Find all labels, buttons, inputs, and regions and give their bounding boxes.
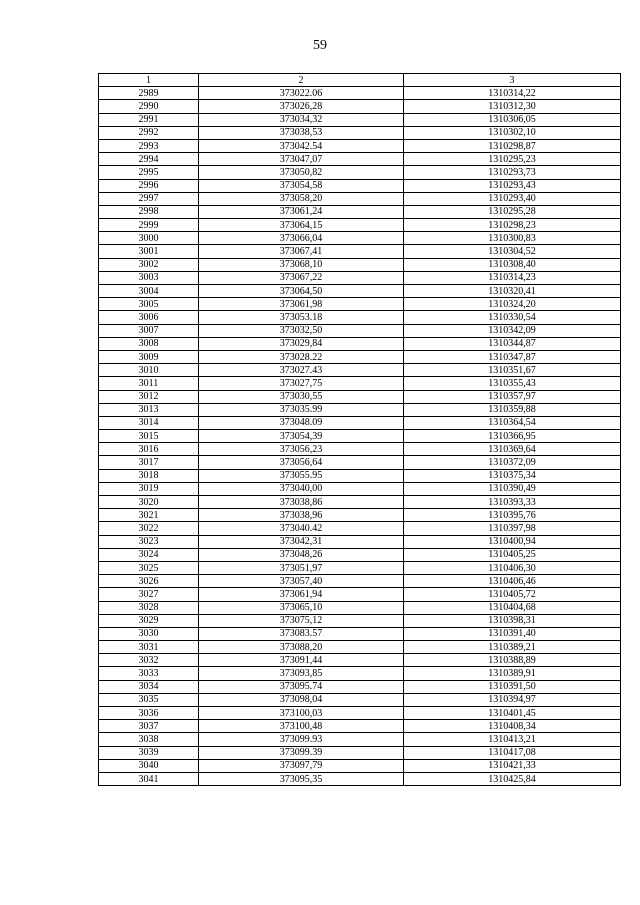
x-coordinate-cell: 373057,40 bbox=[199, 575, 404, 588]
table-row bbox=[99, 720, 621, 733]
x-coordinate-cell: 373054,39 bbox=[199, 430, 404, 443]
x-coordinate-cell: 373055.95 bbox=[199, 469, 404, 482]
x-coordinate-cell: 373061,94 bbox=[199, 588, 404, 601]
y-coordinate-cell: 1310389,91 bbox=[404, 667, 621, 680]
y-coordinate-cell: 1310306,05 bbox=[404, 113, 621, 126]
x-coordinate-cell: 373022.06 bbox=[199, 87, 404, 100]
point-number-cell: 2996 bbox=[99, 179, 199, 192]
y-coordinate-cell: 1310406,46 bbox=[404, 575, 621, 588]
point-number-cell: 3013 bbox=[99, 403, 199, 416]
y-coordinate-cell: 1310320,41 bbox=[404, 285, 621, 298]
x-coordinate-cell: 373030,55 bbox=[199, 390, 404, 403]
x-coordinate-cell: 373083.57 bbox=[199, 627, 404, 640]
y-coordinate-cell: 1310388,89 bbox=[404, 654, 621, 667]
table-row bbox=[99, 403, 621, 416]
x-coordinate-cell: 373056,23 bbox=[199, 443, 404, 456]
y-coordinate-cell: 1310298,23 bbox=[404, 219, 621, 232]
point-number-cell: 3034 bbox=[99, 680, 199, 693]
y-coordinate-cell: 1310372,09 bbox=[404, 456, 621, 469]
table-row bbox=[99, 390, 621, 403]
point-number-cell: 2997 bbox=[99, 192, 199, 205]
y-coordinate-cell: 1310312,30 bbox=[404, 100, 621, 113]
table-row bbox=[99, 443, 621, 456]
point-number-cell: 3004 bbox=[99, 285, 199, 298]
y-coordinate-cell: 1310389,21 bbox=[404, 641, 621, 654]
y-coordinate-cell: 1310391,50 bbox=[404, 680, 621, 693]
x-coordinate-cell: 373068,10 bbox=[199, 258, 404, 271]
x-coordinate-cell: 373093,85 bbox=[199, 667, 404, 680]
y-coordinate-cell: 1310359,88 bbox=[404, 403, 621, 416]
y-coordinate-cell: 1310417,08 bbox=[404, 746, 621, 759]
x-coordinate-cell: 373100,03 bbox=[199, 707, 404, 720]
point-number-cell: 3039 bbox=[99, 746, 199, 759]
point-number-cell: 3007 bbox=[99, 324, 199, 337]
table-header-row bbox=[99, 74, 621, 87]
point-number-cell: 3016 bbox=[99, 443, 199, 456]
x-coordinate-cell: 373098,04 bbox=[199, 693, 404, 706]
table-row bbox=[99, 430, 621, 443]
table-row bbox=[99, 746, 621, 759]
x-coordinate-cell: 373038,53 bbox=[199, 126, 404, 139]
x-coordinate-cell: 373028.22 bbox=[199, 350, 404, 363]
table-row bbox=[99, 245, 621, 258]
y-coordinate-cell: 1310390,49 bbox=[404, 482, 621, 495]
x-coordinate-cell: 373054,58 bbox=[199, 179, 404, 192]
x-coordinate-cell: 373065,10 bbox=[199, 601, 404, 614]
table-row bbox=[99, 509, 621, 522]
x-coordinate-cell: 373061,98 bbox=[199, 298, 404, 311]
x-coordinate-cell: 373034,32 bbox=[199, 113, 404, 126]
point-number-cell: 3006 bbox=[99, 311, 199, 324]
table-row bbox=[99, 258, 621, 271]
y-coordinate-cell: 1310375,34 bbox=[404, 469, 621, 482]
point-number-cell: 3001 bbox=[99, 245, 199, 258]
table-row bbox=[99, 601, 621, 614]
x-coordinate-cell: 373042.54 bbox=[199, 139, 404, 152]
x-coordinate-cell: 373097,79 bbox=[199, 759, 404, 772]
table-row bbox=[99, 482, 621, 495]
table-row bbox=[99, 654, 621, 667]
x-coordinate-cell: 373035.99 bbox=[199, 403, 404, 416]
table-row bbox=[99, 693, 621, 706]
table-row bbox=[99, 271, 621, 284]
table-row bbox=[99, 667, 621, 680]
x-coordinate-cell: 373091,44 bbox=[199, 654, 404, 667]
point-number-cell: 2989 bbox=[99, 87, 199, 100]
point-number-cell: 2995 bbox=[99, 166, 199, 179]
coordinates-table bbox=[98, 73, 621, 786]
point-number-cell: 3022 bbox=[99, 522, 199, 535]
point-number-cell: 3015 bbox=[99, 430, 199, 443]
table-row bbox=[99, 219, 621, 232]
table-row bbox=[99, 535, 621, 548]
x-coordinate-cell: 373056,64 bbox=[199, 456, 404, 469]
point-number-cell: 3021 bbox=[99, 509, 199, 522]
table-row bbox=[99, 113, 621, 126]
table-row bbox=[99, 759, 621, 772]
x-coordinate-cell: 373027,75 bbox=[199, 377, 404, 390]
point-number-cell: 2992 bbox=[99, 126, 199, 139]
point-number-cell: 3033 bbox=[99, 667, 199, 680]
x-coordinate-cell: 373040.42 bbox=[199, 522, 404, 535]
y-coordinate-cell: 1310405,72 bbox=[404, 588, 621, 601]
x-coordinate-cell: 373067,22 bbox=[199, 271, 404, 284]
table-row bbox=[99, 364, 621, 377]
x-coordinate-cell: 373048.09 bbox=[199, 416, 404, 429]
point-number-cell: 2998 bbox=[99, 205, 199, 218]
point-number-cell: 3010 bbox=[99, 364, 199, 377]
x-coordinate-cell: 373058,20 bbox=[199, 192, 404, 205]
point-number-cell: 3008 bbox=[99, 337, 199, 350]
column-header-1: 1 bbox=[99, 74, 199, 87]
y-coordinate-cell: 1310400,94 bbox=[404, 535, 621, 548]
table-row bbox=[99, 100, 621, 113]
point-number-cell: 3012 bbox=[99, 390, 199, 403]
y-coordinate-cell: 1310293,73 bbox=[404, 166, 621, 179]
table-row bbox=[99, 337, 621, 350]
y-coordinate-cell: 1310408,34 bbox=[404, 720, 621, 733]
y-coordinate-cell: 1310391,40 bbox=[404, 627, 621, 640]
y-coordinate-cell: 1310425,84 bbox=[404, 772, 621, 785]
table-row bbox=[99, 166, 621, 179]
y-coordinate-cell: 1310406,30 bbox=[404, 561, 621, 574]
point-number-cell: 3000 bbox=[99, 232, 199, 245]
point-number-cell: 3027 bbox=[99, 588, 199, 601]
table-row bbox=[99, 522, 621, 535]
point-number-cell: 3029 bbox=[99, 614, 199, 627]
x-coordinate-cell: 373038,96 bbox=[199, 509, 404, 522]
x-coordinate-cell: 373042,31 bbox=[199, 535, 404, 548]
table-row bbox=[99, 192, 621, 205]
x-coordinate-cell: 373088,20 bbox=[199, 641, 404, 654]
y-coordinate-cell: 1310397,98 bbox=[404, 522, 621, 535]
y-coordinate-cell: 1310413,21 bbox=[404, 733, 621, 746]
table-row bbox=[99, 126, 621, 139]
table-row bbox=[99, 707, 621, 720]
table-row bbox=[99, 139, 621, 152]
y-coordinate-cell: 1310304,52 bbox=[404, 245, 621, 258]
y-coordinate-cell: 1310421,33 bbox=[404, 759, 621, 772]
y-coordinate-cell: 1310347,87 bbox=[404, 350, 621, 363]
y-coordinate-cell: 1310324,20 bbox=[404, 298, 621, 311]
x-coordinate-cell: 373050,82 bbox=[199, 166, 404, 179]
y-coordinate-cell: 1310351,67 bbox=[404, 364, 621, 377]
y-coordinate-cell: 1310344,87 bbox=[404, 337, 621, 350]
table-row bbox=[99, 377, 621, 390]
point-number-cell: 3032 bbox=[99, 654, 199, 667]
table-body bbox=[99, 87, 621, 786]
y-coordinate-cell: 1310394,97 bbox=[404, 693, 621, 706]
y-coordinate-cell: 1310393,33 bbox=[404, 496, 621, 509]
y-coordinate-cell: 1310369,64 bbox=[404, 443, 621, 456]
point-number-cell: 3030 bbox=[99, 627, 199, 640]
y-coordinate-cell: 1310298,87 bbox=[404, 139, 621, 152]
point-number-cell: 3023 bbox=[99, 535, 199, 548]
table-row bbox=[99, 311, 621, 324]
x-coordinate-cell: 373095.74 bbox=[199, 680, 404, 693]
x-coordinate-cell: 373099.93 bbox=[199, 733, 404, 746]
point-number-cell: 3003 bbox=[99, 271, 199, 284]
x-coordinate-cell: 373064,15 bbox=[199, 219, 404, 232]
table-row bbox=[99, 680, 621, 693]
point-number-cell: 3026 bbox=[99, 575, 199, 588]
table-row bbox=[99, 588, 621, 601]
y-coordinate-cell: 1310398,31 bbox=[404, 614, 621, 627]
y-coordinate-cell: 1310404,68 bbox=[404, 601, 621, 614]
table-row bbox=[99, 87, 621, 100]
table-row bbox=[99, 469, 621, 482]
y-coordinate-cell: 1310300,83 bbox=[404, 232, 621, 245]
x-coordinate-cell: 373027.43 bbox=[199, 364, 404, 377]
y-coordinate-cell: 1310295,23 bbox=[404, 153, 621, 166]
point-number-cell: 3040 bbox=[99, 759, 199, 772]
table-row bbox=[99, 641, 621, 654]
x-coordinate-cell: 373047,07 bbox=[199, 153, 404, 166]
point-number-cell: 3020 bbox=[99, 496, 199, 509]
x-coordinate-cell: 373051,97 bbox=[199, 561, 404, 574]
table-row bbox=[99, 456, 621, 469]
table-row bbox=[99, 350, 621, 363]
x-coordinate-cell: 373067,41 bbox=[199, 245, 404, 258]
y-coordinate-cell: 1310293,40 bbox=[404, 192, 621, 205]
table-row bbox=[99, 772, 621, 785]
table-row bbox=[99, 561, 621, 574]
y-coordinate-cell: 1310405,25 bbox=[404, 548, 621, 561]
x-coordinate-cell: 373095,35 bbox=[199, 772, 404, 785]
x-coordinate-cell: 373040,00 bbox=[199, 482, 404, 495]
table-row bbox=[99, 153, 621, 166]
point-number-cell: 3038 bbox=[99, 733, 199, 746]
point-number-cell: 3036 bbox=[99, 707, 199, 720]
table-row bbox=[99, 324, 621, 337]
y-coordinate-cell: 1310366,95 bbox=[404, 430, 621, 443]
point-number-cell: 3009 bbox=[99, 350, 199, 363]
y-coordinate-cell: 1310355,43 bbox=[404, 377, 621, 390]
table-row bbox=[99, 179, 621, 192]
point-number-cell: 3028 bbox=[99, 601, 199, 614]
table-row bbox=[99, 627, 621, 640]
x-coordinate-cell: 373099.39 bbox=[199, 746, 404, 759]
y-coordinate-cell: 1310314,23 bbox=[404, 271, 621, 284]
x-coordinate-cell: 373053.18 bbox=[199, 311, 404, 324]
point-number-cell: 3035 bbox=[99, 693, 199, 706]
table-row bbox=[99, 285, 621, 298]
point-number-cell: 3037 bbox=[99, 720, 199, 733]
point-number-cell: 2990 bbox=[99, 100, 199, 113]
table-row bbox=[99, 298, 621, 311]
x-coordinate-cell: 373100,48 bbox=[199, 720, 404, 733]
x-coordinate-cell: 373032,50 bbox=[199, 324, 404, 337]
table-row bbox=[99, 548, 621, 561]
y-coordinate-cell: 1310293,43 bbox=[404, 179, 621, 192]
table-row bbox=[99, 416, 621, 429]
point-number-cell: 3005 bbox=[99, 298, 199, 311]
x-coordinate-cell: 373066,04 bbox=[199, 232, 404, 245]
table-row bbox=[99, 575, 621, 588]
y-coordinate-cell: 1310308,40 bbox=[404, 258, 621, 271]
x-coordinate-cell: 373075,12 bbox=[199, 614, 404, 627]
y-coordinate-cell: 1310302,10 bbox=[404, 126, 621, 139]
point-number-cell: 3011 bbox=[99, 377, 199, 390]
y-coordinate-cell: 1310330,54 bbox=[404, 311, 621, 324]
y-coordinate-cell: 1310395,76 bbox=[404, 509, 621, 522]
point-number-cell: 2991 bbox=[99, 113, 199, 126]
point-number-cell: 2999 bbox=[99, 219, 199, 232]
table-row bbox=[99, 733, 621, 746]
point-number-cell: 3041 bbox=[99, 772, 199, 785]
point-number-cell: 2993 bbox=[99, 139, 199, 152]
point-number-cell: 3024 bbox=[99, 548, 199, 561]
x-coordinate-cell: 373038,86 bbox=[199, 496, 404, 509]
point-number-cell: 3019 bbox=[99, 482, 199, 495]
x-coordinate-cell: 373026,28 bbox=[199, 100, 404, 113]
table-row bbox=[99, 496, 621, 509]
y-coordinate-cell: 1310364,54 bbox=[404, 416, 621, 429]
point-number-cell: 2994 bbox=[99, 153, 199, 166]
x-coordinate-cell: 373048,26 bbox=[199, 548, 404, 561]
point-number-cell: 3018 bbox=[99, 469, 199, 482]
table-row bbox=[99, 614, 621, 627]
point-number-cell: 3025 bbox=[99, 561, 199, 574]
y-coordinate-cell: 1310357,97 bbox=[404, 390, 621, 403]
x-coordinate-cell: 373061,24 bbox=[199, 205, 404, 218]
table-row bbox=[99, 205, 621, 218]
point-number-cell: 3031 bbox=[99, 641, 199, 654]
column-header-3: 3 bbox=[404, 74, 621, 87]
page-number: 59 bbox=[313, 38, 327, 53]
y-coordinate-cell: 1310295,28 bbox=[404, 205, 621, 218]
point-number-cell: 3014 bbox=[99, 416, 199, 429]
point-number-cell: 3002 bbox=[99, 258, 199, 271]
y-coordinate-cell: 1310314,22 bbox=[404, 87, 621, 100]
x-coordinate-cell: 373029,84 bbox=[199, 337, 404, 350]
column-header-2: 2 bbox=[199, 74, 404, 87]
point-number-cell: 3017 bbox=[99, 456, 199, 469]
y-coordinate-cell: 1310401,45 bbox=[404, 707, 621, 720]
x-coordinate-cell: 373064,50 bbox=[199, 285, 404, 298]
y-coordinate-cell: 1310342,09 bbox=[404, 324, 621, 337]
table-row bbox=[99, 232, 621, 245]
